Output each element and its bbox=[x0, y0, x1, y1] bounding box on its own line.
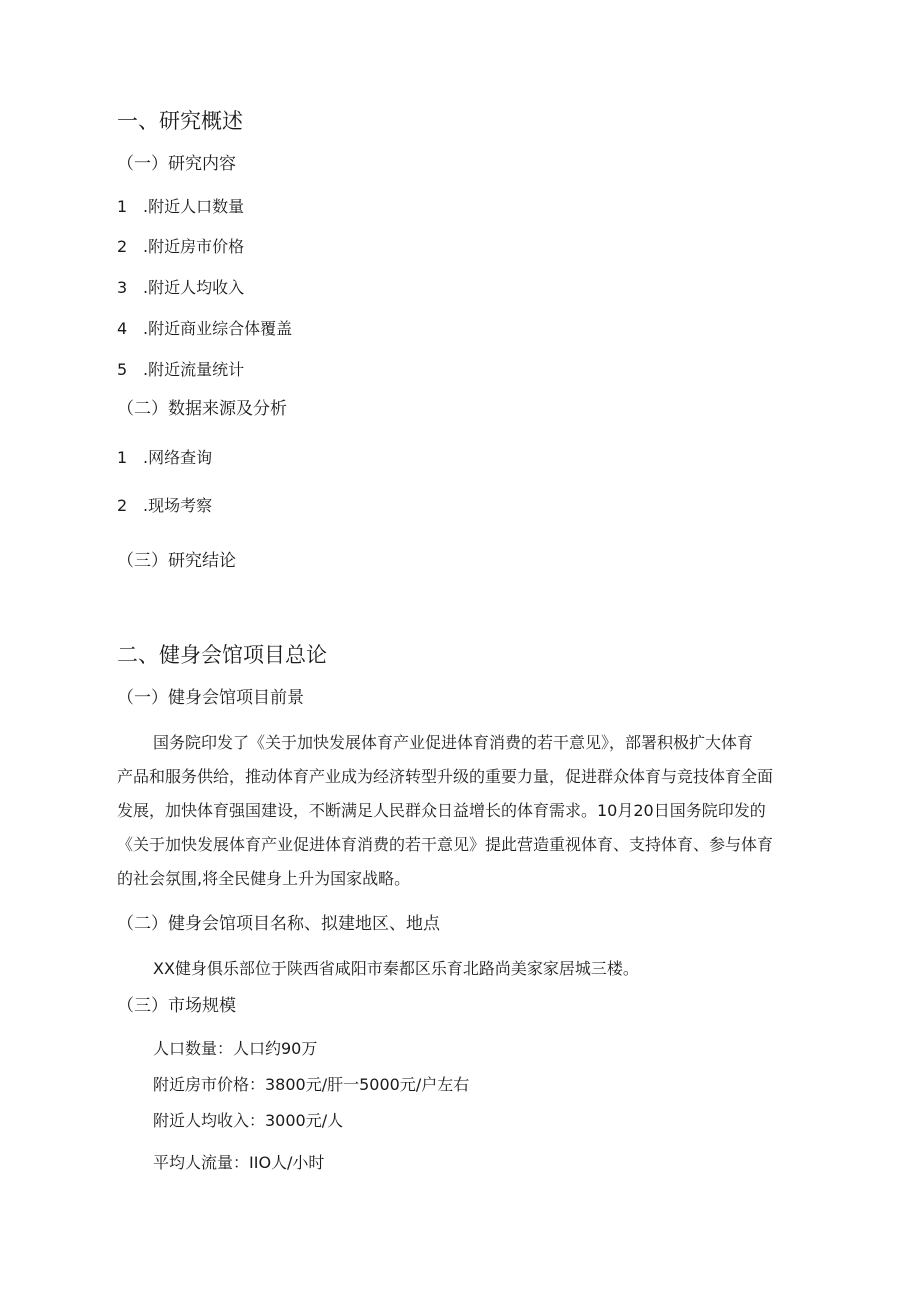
market-line: 附近房市价格：3800元/肝一5000元/户左右 bbox=[153, 1075, 470, 1094]
section-1-sub-2-heading: （二）数据来源及分析 bbox=[117, 399, 287, 419]
list-item-number: 2 bbox=[117, 496, 128, 515]
list-item bbox=[117, 362, 244, 378]
list-item-number: 3 bbox=[117, 278, 128, 297]
paragraph-line: 的社会氛围,将全民健身上升为国家战略。 bbox=[117, 869, 411, 888]
list-item bbox=[117, 280, 244, 296]
list-item-number: 4 bbox=[117, 319, 128, 338]
section-1-heading: 一、研究概述 bbox=[117, 109, 243, 133]
list-item-number: 2 bbox=[117, 237, 128, 256]
paragraph-line: 《关于加快发展体育产业促进体育消费的若干意见》提此营造重视体育、支持体育、参与体育 bbox=[117, 835, 774, 854]
list-item-number: 1 bbox=[117, 197, 128, 216]
list-item bbox=[117, 321, 292, 337]
section-2-heading: 二、健身会馆项目总论 bbox=[117, 643, 327, 667]
section-1-sub-1-heading: （一）研究内容 bbox=[117, 154, 236, 174]
section-2-sub-3-heading: （三）市场规模 bbox=[117, 996, 236, 1016]
project-location-text: XX健身俱乐部位于陕西省咸阳市秦都区乐育北路尚美家家居城三楼。 bbox=[153, 959, 639, 978]
paragraph-line: 发展，加快体育强国建设，不断满足人民群众日益增长的体育需求。10月20日国务院印发的 bbox=[117, 801, 766, 820]
list-item-text: .网络查询 bbox=[143, 448, 213, 467]
section-2-sub-2-heading: （二）健身会馆项目名称、拟建地区、地点 bbox=[117, 914, 440, 934]
list-item-text: .附近人均收入 bbox=[143, 278, 245, 297]
section-2-sub-1-heading: （一）健身会馆项目前景 bbox=[117, 688, 304, 708]
market-line: 平均人流量：IIO人/小时 bbox=[153, 1153, 325, 1172]
list-item-text: .附近人口数量 bbox=[143, 197, 245, 216]
list-item bbox=[117, 450, 212, 466]
market-line: 附近人均收入：3000元/人 bbox=[153, 1111, 344, 1130]
list-item bbox=[117, 498, 212, 514]
section-1-sub-3-heading: （三）研究结论 bbox=[117, 551, 236, 571]
list-item bbox=[117, 199, 244, 215]
paragraph-line: 产品和服务供给，推动体育产业成为经济转型升级的重要力量，促进群众体育与竞技体育全面 bbox=[117, 767, 774, 786]
list-item-number: 5 bbox=[117, 360, 128, 379]
market-line: 人口数量：人口约90万 bbox=[153, 1039, 318, 1058]
list-item-text: .现场考察 bbox=[143, 496, 213, 515]
list-item-text: .附近房市价格 bbox=[143, 237, 245, 256]
list-item bbox=[117, 239, 244, 255]
list-item-text: .附近商业综合体覆盖 bbox=[143, 319, 293, 338]
list-item-text: .附近流量统计 bbox=[143, 360, 245, 379]
list-item-number: 1 bbox=[117, 448, 128, 467]
paragraph-line: 国务院印发了《关于加快发展体育产业促进体育消费的若干意见》，部署积极扩大体育 bbox=[153, 733, 754, 752]
